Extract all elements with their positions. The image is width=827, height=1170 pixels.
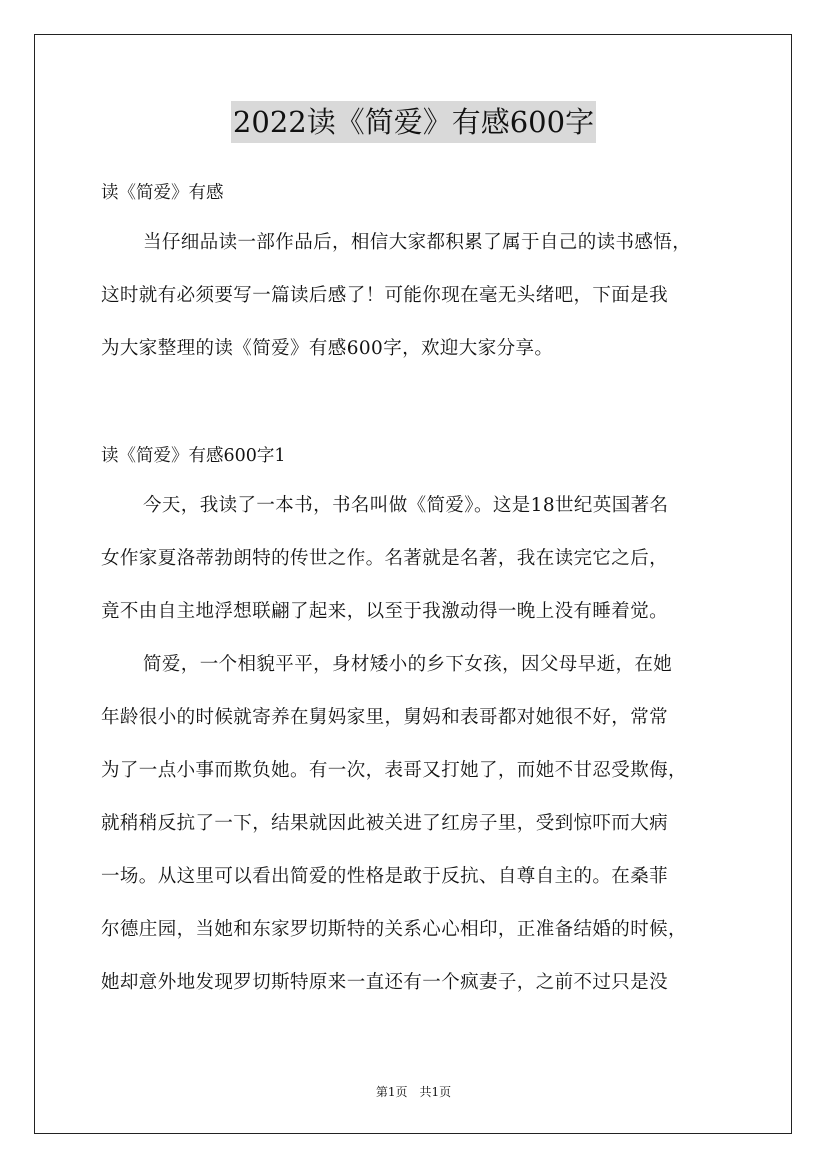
page-footer: [0, 1083, 827, 1101]
intro-paragraph: [101, 216, 741, 375]
page-number-label: 第1页 共1页: [375, 1085, 452, 1099]
text-line: 一场。从这里可以看出简爱的性格是敢于反抗、自尊自主的。在桑菲: [101, 866, 669, 887]
text-line: 年龄很小的时候就寄养在舅妈家里，舅妈和表哥都对她很不好，常常: [101, 707, 669, 728]
body-paragraph-1: [101, 479, 741, 638]
document-title: 2022读《简爱》有感600字: [231, 101, 596, 143]
section-heading: 读《简爱》有感: [101, 183, 224, 203]
text-line: 女作家夏洛蒂勃朗特的传世之作。名著就是名著，我在读完它之后，: [101, 548, 669, 569]
text-line: 今天，我读了一本书，书名叫做《简爱》。这是18世纪英国著名: [143, 495, 669, 516]
text-line: 简爱，一个相貌平平，身材矮小的乡下女孩，因父母早逝，在她: [143, 654, 673, 675]
document-body: [101, 170, 741, 1009]
body-paragraph-2: [101, 638, 741, 1009]
text-line: 为大家整理的读《简爱》有感600字，欢迎大家分享。: [101, 338, 554, 359]
text-line: 这时就有必须要写一篇读后感了！可能你现在毫无头绪吧，下面是我: [101, 285, 669, 306]
text-line: 她却意外地发现罗切斯特原来一直还有一个疯妻子，之前不过只是没: [101, 972, 669, 993]
text-line: 就稍稍反抗了一下，结果就因此被关进了红房子里，受到惊吓而大病: [101, 813, 669, 834]
text-line: 尔德庄园，当她和东家罗切斯特的关系心心相印，正准备结婚的时候，: [101, 919, 687, 940]
section-heading: 读《简爱》有感600字1: [101, 446, 286, 466]
title-container: [0, 101, 827, 143]
text-line: 竟不由自主地浮想联翩了起来，以至于我激动得一晚上没有睡着觉。: [101, 601, 669, 622]
text-line: 当仔细品读一部作品后，相信大家都积累了属于自己的读书感悟，: [143, 232, 692, 253]
paragraph-spacer: [101, 375, 741, 433]
text-line: 为了一点小事而欺负她。有一次，表哥又打她了，而她不甘忍受欺侮，: [101, 760, 687, 781]
